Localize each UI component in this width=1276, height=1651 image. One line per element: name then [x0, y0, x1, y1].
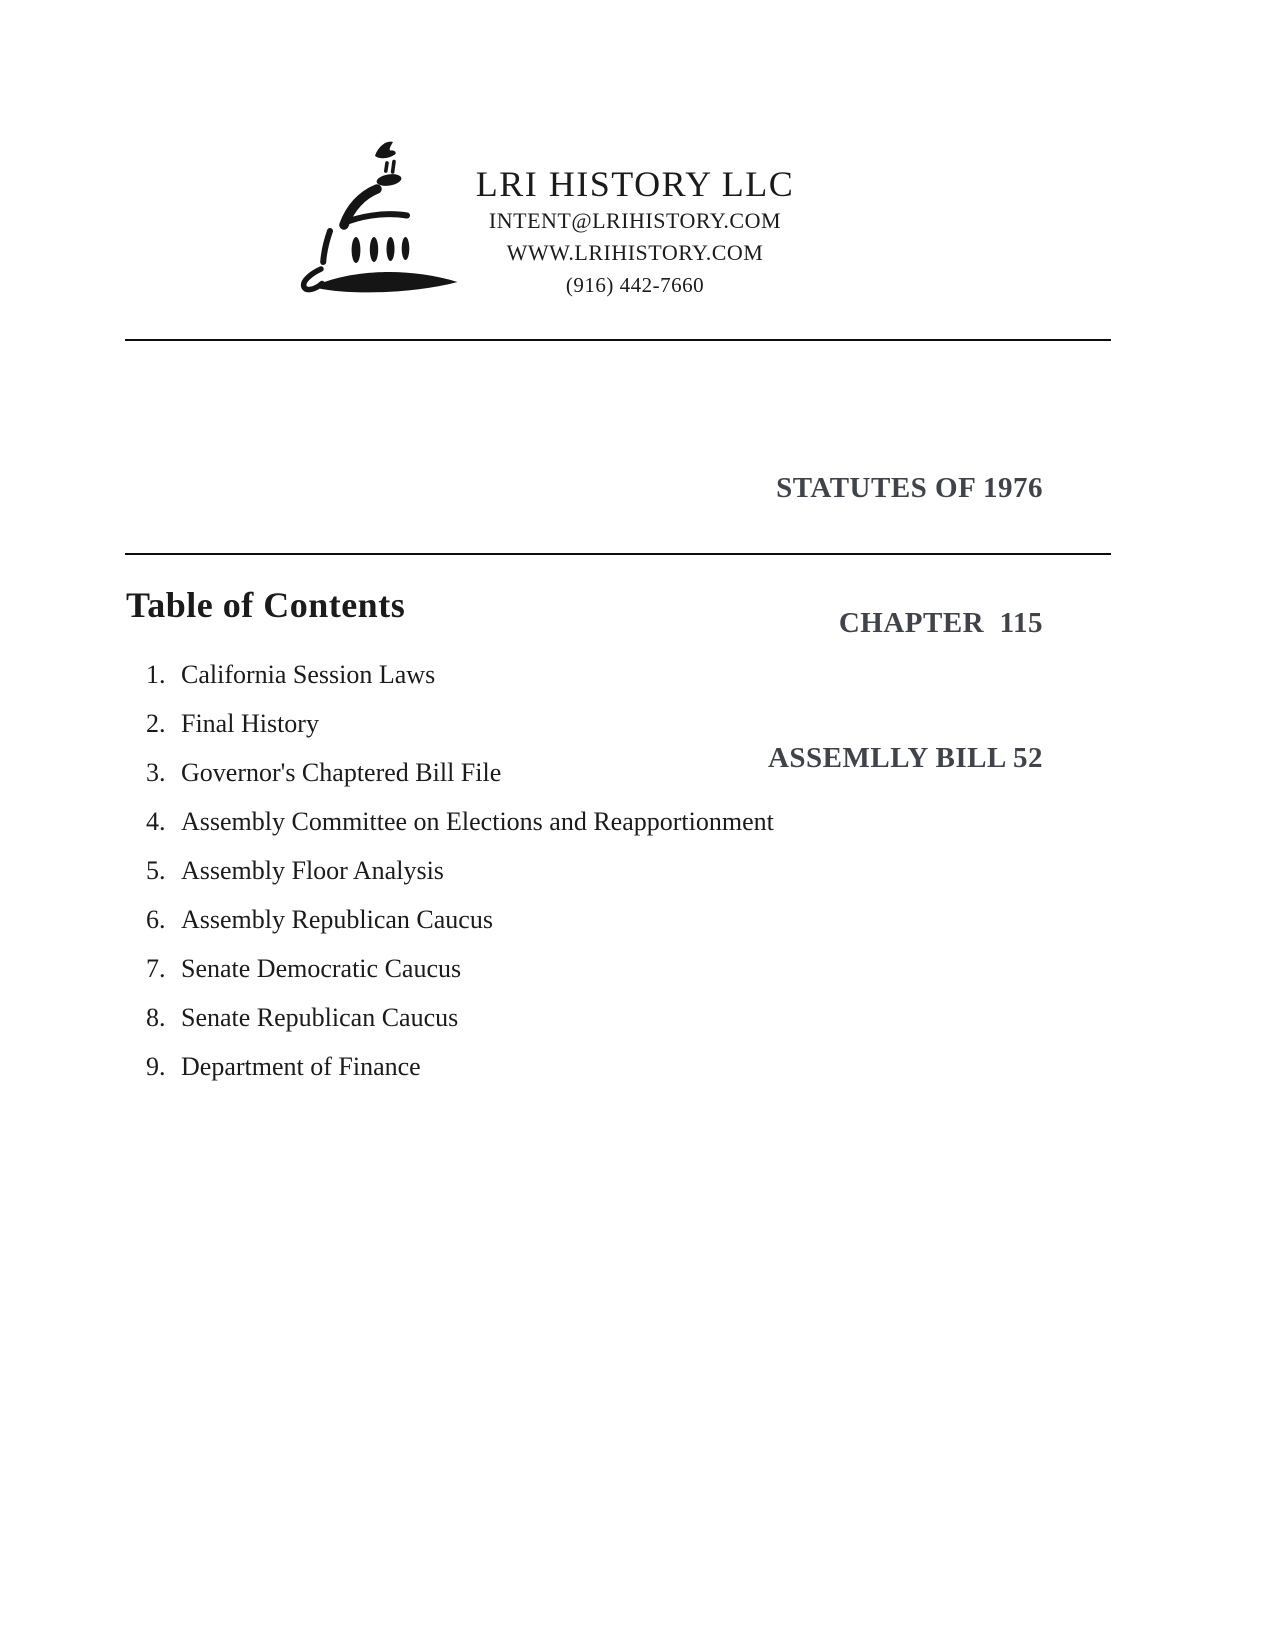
toc-item-number: 5. — [146, 856, 166, 885]
divider-top — [125, 339, 1111, 341]
toc-item-label: California Session Laws — [181, 660, 436, 689]
toc-item-number: 6. — [146, 905, 166, 934]
toc-item — [146, 856, 774, 886]
company-website: WWW.LRIHISTORY.COM — [506, 240, 764, 265]
toc-item-label: Department of Finance — [181, 1052, 421, 1081]
company-phone: (916) 442-7660 — [565, 273, 705, 297]
toc-item — [146, 905, 774, 935]
toc-item-number: 4. — [146, 807, 166, 836]
toc-item-number: 1. — [146, 660, 166, 689]
toc-item-label: Governor's Chaptered Bill File — [181, 758, 502, 787]
toc-item-label: Assembly Republican Caucus — [181, 905, 493, 934]
toc-item-number: 2. — [146, 709, 166, 738]
toc-item — [146, 954, 774, 984]
toc-item — [146, 660, 774, 690]
toc-item — [146, 807, 774, 837]
toc-item-number: 3. — [146, 758, 166, 787]
divider-bottom — [125, 553, 1111, 555]
toc-list — [146, 660, 774, 1101]
company-email: INTENT@LRIHISTORY.COM — [488, 208, 782, 233]
toc-item-label: Final History — [181, 709, 319, 738]
toc-item — [146, 1003, 774, 1033]
case-header-chapter: CHAPTER 115 — [838, 607, 1043, 639]
case-header — [768, 376, 1043, 871]
toc-item-number: 9. — [146, 1052, 166, 1081]
toc-title: Table of Contents — [126, 585, 406, 625]
case-header-bill: ASSEMLLY BILL 52 — [767, 742, 1043, 774]
case-header-statutes: STATUTES OF 1976 — [776, 472, 1043, 504]
toc-item — [146, 709, 774, 739]
toc-item-label: Senate Democratic Caucus — [181, 954, 462, 983]
toc-item-number: 7. — [146, 954, 166, 983]
company-name: LRI HISTORY LLC — [475, 164, 795, 204]
toc-item — [146, 1052, 774, 1082]
toc-item-label: Assembly Floor Analysis — [181, 856, 444, 885]
letterhead — [400, 163, 870, 302]
toc-item-label: Assembly Committee on Elections and Reapportionment — [181, 807, 774, 836]
toc-item-label: Senate Republican Caucus — [181, 1003, 459, 1032]
toc-item — [146, 758, 774, 788]
toc-item-number: 8. — [146, 1003, 166, 1032]
